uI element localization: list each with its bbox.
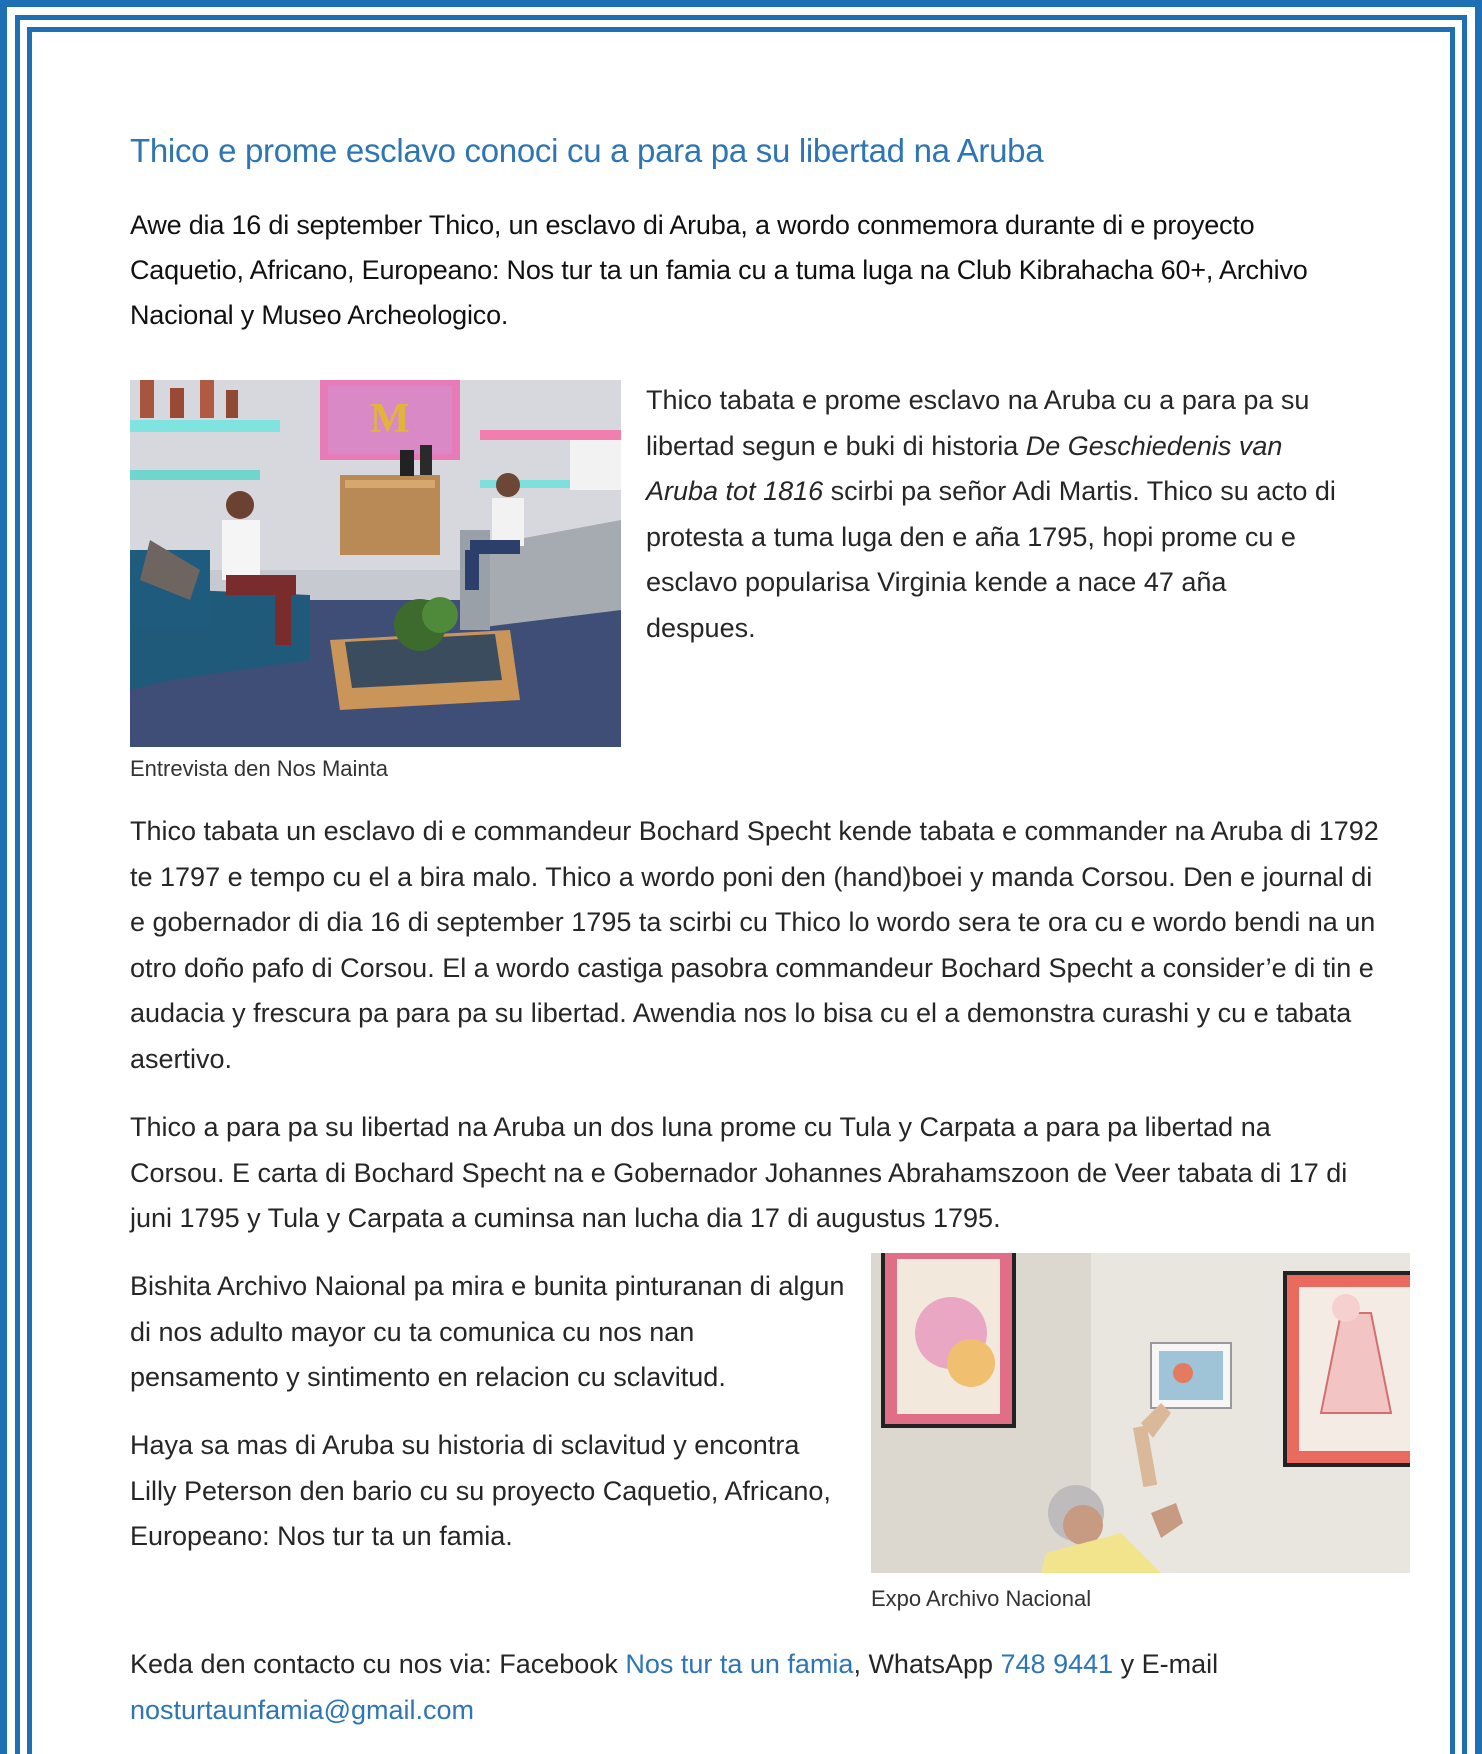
email-link[interactable]: nosturtaunfamia@gmail.com [130,1694,475,1725]
paragraph-4: Bishita Archivo Naional pa mira e bunita pinturanan di algun di nos adulto mayor cu ta comunica cu nos nan pensamento y sintimento en relacion cu sclavitud. [130,1271,845,1392]
contact-line: Keda den contacto cu nos via: Facebook Nos tur ta un famia, WhatsApp 748 9441 y E-mail nosturtaunfamia@gmail.com [130,1649,1219,1725]
tv-logo: M [370,396,410,442]
facebook-link[interactable]: Nos tur ta un famia [625,1649,854,1679]
book-title: De Geschiedenis van Aruba tot 1816 [646,430,1283,506]
tv-photo-caption: Entrevista den Nos Mainta [130,756,389,781]
expo-photo [871,1253,1410,1573]
tv-interview-photo [130,380,621,747]
paragraph-5: Haya sa mas di Aruba su historia di sclavitud y encontra Lilly Peterson den bario cu su proyecto Caquetio, Africano, Europeano: Nos tur ta un famia. [130,1430,831,1551]
whatsapp-number[interactable]: 748 9441 [1000,1649,1114,1679]
article-lead: Awe dia 16 di september Thico, un esclavo di Aruba, a wordo conmemora durante di e proyecto Caquetio, Africano, Europeano: Nos tur ta un famia cu a tuma luga na Club Kibrahacha 60+, Archivo Nacional y Museo Archeologico. [130,210,1308,330]
paragraph-1: Thico tabata e prome esclavo na Aruba cu a para pa su libertad segun e buki di historia De Geschiedenis van Aruba tot 1816 scirbi pa señor Adi Martis. Thico su acto di protesta a tuma luga den e aña 1795, hopi prome cu e esclavo popularisa Virginia kende a nace 47 aña despues. [646,385,1336,643]
article-title: Thico e prome esclavo conoci cu a para pa su libertad na Aruba [130,132,1044,169]
paragraph-2: Thico tabata un esclavo di e commandeur Bochard Specht kende tabata e commander na Aruba di 1792 te 1797 e tempo cu el a bira malo. Thico a wordo poni den (hand)boei y manda Corsou. Den e journal di e gobernador di dia 16 di september 1795 ta scirbi cu Thico lo wordo sera te ora cu e wordo bendi na un otro doño pafo di Corsou. El a wordo castiga pasobra commandeur Bochard Specht a consider’e di tin e audacia y frescura pa para pa su libertad. Awendia nos lo bisa cu el a demonstra curashi y cu e tabata asertivo. [130,816,1379,1074]
paragraph-3: Thico a para pa su libertad na Aruba un dos luna prome cu Tula y Carpata a para pa libertad na Corsou. E carta di Bochard Specht na e Gobernador Johannes Abrahamszoon de Veer tabata di 17 di juni 1795 y Tula y Carpata a cuminsa nan lucha dia 17 di augustus 1795. [130,1112,1348,1233]
expo-photo-caption: Expo Archivo Nacional [871,1586,1092,1611]
